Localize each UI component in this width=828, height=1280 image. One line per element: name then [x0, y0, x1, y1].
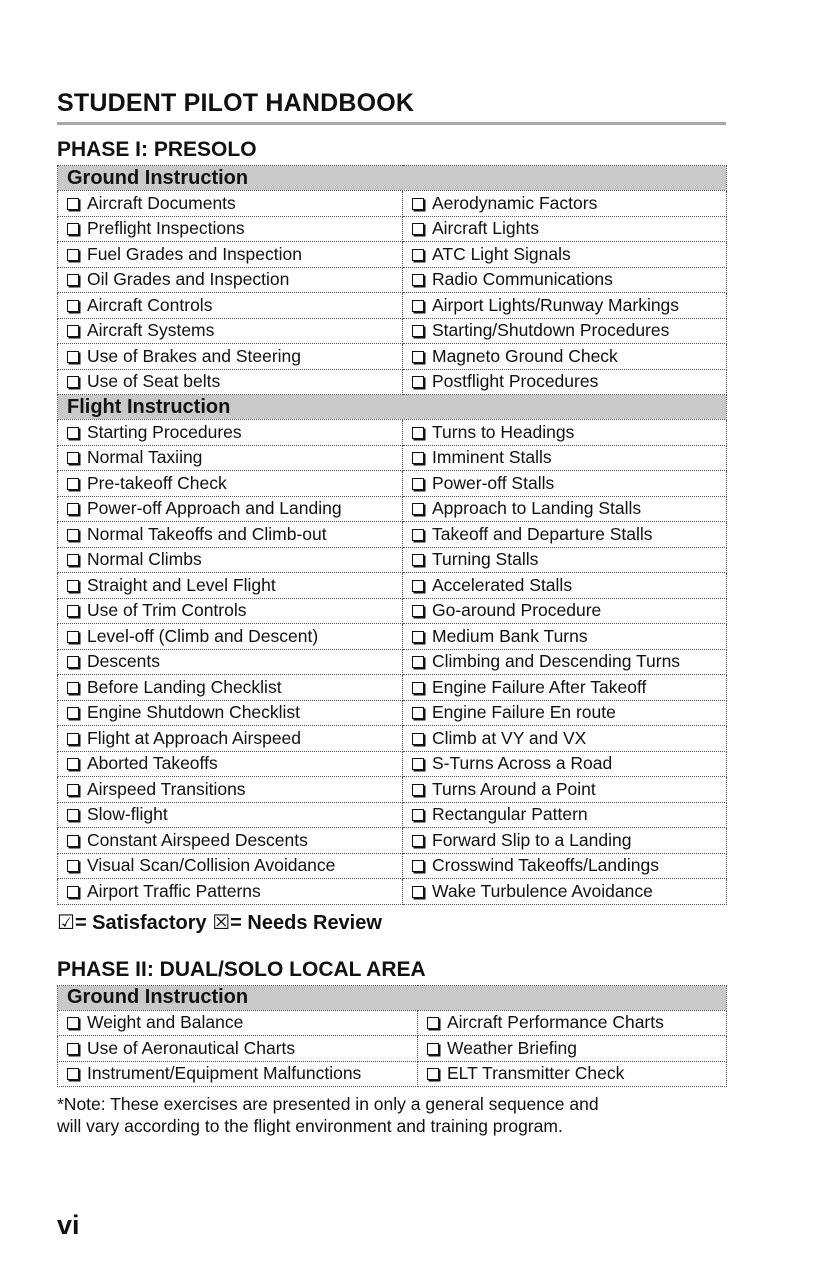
checkbox-icon[interactable]: [412, 580, 424, 592]
checkbox-icon[interactable]: [412, 784, 424, 796]
checklist-item-label: Engine Failure En route: [432, 702, 616, 723]
checkbox-icon[interactable]: [67, 529, 79, 541]
checklist-item-label: Before Landing Checklist: [87, 676, 282, 697]
checklist-item: [403, 598, 727, 624]
checklist-item: [403, 267, 727, 293]
checklist-row: [58, 751, 727, 777]
checkbox-icon[interactable]: [412, 860, 424, 872]
checklist-item-label: Radio Communications: [432, 269, 613, 290]
phase1-checklist-table: [57, 165, 727, 905]
checklist-item-label: Flight at Approach Airspeed: [87, 727, 302, 748]
checklist-item: [418, 1010, 727, 1036]
checkbox-icon[interactable]: [412, 249, 424, 261]
checklist-item-label: Power-off Stalls: [432, 472, 555, 493]
checkbox-icon[interactable]: [67, 300, 79, 312]
checklist-item: [403, 700, 727, 726]
checklist-item-label: ELT Transmitter Check: [447, 1063, 625, 1084]
checklist-item-label: Use of Trim Controls: [87, 600, 247, 621]
checklist-item: [58, 1036, 418, 1062]
phase2-title: PHASE II: DUAL/SOLO LOCAL AREA: [57, 957, 426, 981]
checklist-item: [58, 1010, 418, 1036]
checklist-item: [403, 624, 727, 650]
handbook-page: [57, 88, 726, 1137]
checkbox-icon[interactable]: [412, 554, 424, 566]
checklist-item-label: Constant Airspeed Descents: [87, 829, 308, 850]
checklist-item: [418, 1036, 727, 1062]
checklist-item-label: Airport Lights/Runway Markings: [432, 294, 680, 315]
checklist-row: [58, 445, 727, 471]
checklist-item: [58, 726, 403, 752]
checkbox-icon[interactable]: [412, 223, 424, 235]
checkbox-icon[interactable]: [67, 784, 79, 796]
handbook-title: STUDENT PILOT HANDBOOK: [57, 88, 726, 125]
checkbox-icon[interactable]: [67, 249, 79, 261]
checklist-row: [58, 853, 727, 879]
checklist-item: [58, 547, 403, 573]
checklist-item-label: S-Turns Across a Road: [432, 753, 613, 774]
checkbox-icon[interactable]: [67, 758, 79, 770]
checklist-item-label: Medium Bank Turns: [432, 625, 588, 646]
checklist-row: [58, 1036, 727, 1062]
checklist-item-label: Aerodynamic Factors: [432, 192, 598, 213]
checklist-item-label: Normal Climbs: [87, 549, 202, 570]
checklist-row: [58, 700, 727, 726]
checklist-item-label: Oil Grades and Inspection: [87, 269, 290, 290]
checklist-row: [58, 318, 727, 344]
checklist-item: [58, 471, 403, 497]
checkbox-icon[interactable]: [412, 529, 424, 541]
checkbox-icon[interactable]: [412, 300, 424, 312]
checklist-row: [58, 471, 727, 497]
checklist-item: [58, 777, 403, 803]
checklist-row: [58, 242, 727, 268]
checkbox-icon[interactable]: [67, 886, 79, 898]
checklist-row: [58, 802, 727, 828]
checklist-item: [403, 420, 727, 446]
checklist-item-label: Aircraft Lights: [432, 218, 539, 239]
legend: [57, 911, 726, 935]
checkbox-icon[interactable]: [67, 351, 79, 363]
checklist-item-label: Accelerated Stalls: [432, 574, 573, 595]
checklist-item-label: Normal Taxiing: [87, 447, 203, 468]
checklist-item: [403, 242, 727, 268]
checklist-item: [403, 293, 727, 319]
checklist-item: [58, 675, 403, 701]
checkbox-icon[interactable]: [412, 758, 424, 770]
checklist-row: [58, 267, 727, 293]
checklist-item: [58, 522, 403, 548]
checklist-item-label: Aircraft Controls: [87, 294, 213, 315]
checklist-row: [58, 649, 727, 675]
footnote-line-2: will vary according to the flight environment and training program.: [57, 1116, 563, 1136]
checklist-item-label: Climbing and Descending Turns: [432, 651, 681, 672]
checklist-item: [58, 420, 403, 446]
checklist-item-label: Straight and Level Flight: [87, 574, 276, 595]
checklist-item-label: Turns Around a Point: [432, 778, 596, 799]
checkbox-icon[interactable]: [67, 427, 79, 439]
section-header-row: [58, 985, 727, 1010]
checkbox-icon[interactable]: [67, 1068, 79, 1080]
checklist-item: [403, 522, 727, 548]
checklist-item-label: Airspeed Transitions: [87, 778, 246, 799]
phase1-title: PHASE I: PRESOLO: [57, 138, 257, 161]
checkbox-icon[interactable]: [67, 682, 79, 694]
checklist-item: [58, 369, 403, 395]
checkbox-icon[interactable]: [412, 656, 424, 668]
checklist-item: [58, 649, 403, 675]
checklist-item: [58, 751, 403, 777]
checkbox-icon[interactable]: [412, 198, 424, 210]
checkbox-icon[interactable]: [412, 631, 424, 643]
checklist-item: [58, 496, 403, 522]
checklist-item-label: Starting Procedures: [87, 421, 242, 442]
checklist-item: [403, 649, 727, 675]
checkbox-icon[interactable]: [67, 656, 79, 668]
checkbox-icon[interactable]: [412, 452, 424, 464]
checkbox-icon[interactable]: [412, 682, 424, 694]
checklist-row: [58, 598, 727, 624]
checklist-item: [58, 445, 403, 471]
checklist-item: [403, 879, 727, 905]
checklist-item-label: Level-off (Climb and Descent): [87, 625, 319, 646]
checklist-item-label: Aircraft Systems: [87, 320, 215, 341]
checklist-item-label: Aircraft Documents: [87, 192, 236, 213]
checklist-item-label: Use of Brakes and Steering: [87, 345, 302, 366]
checklist-item: [58, 318, 403, 344]
checklist-item-label: Weather Briefing: [447, 1037, 578, 1058]
footnote: [57, 1093, 726, 1137]
checklist-row: [58, 420, 727, 446]
checkbox-icon[interactable]: [67, 707, 79, 719]
checklist-item-label: Starting/Shutdown Procedures: [432, 320, 670, 341]
checkbox-icon[interactable]: [412, 274, 424, 286]
checklist-item: [403, 344, 727, 370]
checkbox-icon[interactable]: [67, 1043, 79, 1055]
checklist-row: [58, 293, 727, 319]
checklist-item: [58, 853, 403, 879]
checklist-row: [58, 726, 727, 752]
checkbox-icon[interactable]: [67, 503, 79, 515]
checkbox-icon[interactable]: [412, 733, 424, 745]
checklist-item: [403, 828, 727, 854]
footnote-line-1: *Note: These exercises are presented in only a general sequence and: [57, 1094, 599, 1114]
checkbox-icon[interactable]: [412, 325, 424, 337]
checklist-row: [58, 1061, 727, 1087]
checkbox-icon[interactable]: [67, 860, 79, 872]
checklist-row: [58, 369, 727, 395]
checklist-item-label: Airport Traffic Patterns: [87, 880, 261, 901]
checklist-item: [58, 191, 403, 217]
checkbox-icon[interactable]: [412, 351, 424, 363]
checklist-row: [58, 344, 727, 370]
checklist-item: [58, 598, 403, 624]
checklist-item: [58, 802, 403, 828]
checkbox-icon[interactable]: [67, 452, 79, 464]
checklist-item-label: Slow-flight: [87, 804, 168, 825]
checklist-item-label: Preflight Inspections: [87, 218, 245, 239]
checkbox-icon[interactable]: [412, 809, 424, 821]
checkbox-icon[interactable]: [67, 554, 79, 566]
checkbox-icon[interactable]: [412, 835, 424, 847]
checkbox-icon[interactable]: [67, 376, 79, 388]
checklist-item-label: Approach to Landing Stalls: [432, 498, 642, 519]
checklist-item: [403, 726, 727, 752]
checklist-item: [58, 1061, 418, 1087]
checklist-item-label: Go-around Procedure: [432, 600, 602, 621]
checklist-item-label: Forward Slip to a Landing: [432, 829, 632, 850]
checklist-item-label: Normal Takeoffs and Climb-out: [87, 523, 327, 544]
phase2-checklist-table: [57, 985, 727, 1088]
checkbox-icon[interactable]: [67, 733, 79, 745]
checklist-item: [403, 573, 727, 599]
checklist-item-label: Turns to Headings: [432, 421, 575, 442]
checklist-item: [403, 369, 727, 395]
checklist-item-label: Descents: [87, 651, 160, 672]
checklist-item-label: Engine Failure After Takeoff: [432, 676, 647, 697]
checklist-row: [58, 675, 727, 701]
checkbox-icon[interactable]: [412, 376, 424, 388]
checklist-item-label: Takeoff and Departure Stalls: [432, 523, 653, 544]
checklist-row: [58, 828, 727, 854]
checkbox-icon[interactable]: [67, 478, 79, 490]
checkbox-icon[interactable]: [67, 605, 79, 617]
checklist-item-label: Use of Aeronautical Charts: [87, 1037, 296, 1058]
legend-satisfactory: = Satisfactory: [74, 911, 207, 934]
checklist-item-label: Magneto Ground Check: [432, 345, 618, 366]
checklist-item-label: Use of Seat belts: [87, 371, 221, 392]
checklist-item: [58, 216, 403, 242]
checklist-item: [403, 496, 727, 522]
section-heading: Flight Instruction: [58, 395, 727, 420]
checklist-item-label: Engine Shutdown Checklist: [87, 702, 301, 723]
checkbox-icon[interactable]: [412, 478, 424, 490]
checklist-item-label: Weight and Balance: [87, 1012, 244, 1033]
checklist-item-label: Turning Stalls: [432, 549, 539, 570]
checkbox-icon[interactable]: [67, 631, 79, 643]
checklist-row: [58, 496, 727, 522]
checkbox-icon[interactable]: [67, 1017, 79, 1029]
checkbox-icon[interactable]: [427, 1068, 439, 1080]
checklist-item-label: Crosswind Takeoffs/Landings: [432, 855, 659, 876]
checklist-row: [58, 1010, 727, 1036]
checklist-item: [403, 751, 727, 777]
checklist-row: [58, 547, 727, 573]
checklist-item-label: Visual Scan/Collision Avoidance: [87, 855, 336, 876]
checkbox-icon[interactable]: [67, 580, 79, 592]
checklist-item-label: Power-off Approach and Landing: [87, 498, 342, 519]
checklist-item: [58, 624, 403, 650]
checklist-item-label: ATC Light Signals: [432, 243, 571, 264]
checkbox-icon[interactable]: [412, 427, 424, 439]
checkbox-icon[interactable]: [67, 223, 79, 235]
checklist-item: [403, 547, 727, 573]
checkbox-icon[interactable]: [427, 1017, 439, 1029]
checklist-item-label: Pre-takeoff Check: [87, 472, 227, 493]
legend-needs-review: = Needs Review: [230, 911, 382, 934]
checklist-item: [403, 777, 727, 803]
checklist-item-label: Rectangular Pattern: [432, 804, 588, 825]
checklist-item-label: Imminent Stalls: [432, 447, 552, 468]
section-heading: Ground Instruction: [58, 166, 727, 191]
checkbox-icon[interactable]: [427, 1043, 439, 1055]
checklist-item: [403, 216, 727, 242]
checkbox-icon[interactable]: [412, 503, 424, 515]
checkbox-icon[interactable]: [67, 835, 79, 847]
checklist-row: [58, 879, 727, 905]
checkbox-icon[interactable]: [67, 198, 79, 210]
checklist-item: [403, 445, 727, 471]
checklist-row: [58, 777, 727, 803]
checkbox-icon[interactable]: [67, 809, 79, 821]
checklist-item: [58, 293, 403, 319]
checked-box-icon: ☑: [57, 911, 75, 934]
checklist-row: [58, 624, 727, 650]
checklist-item: [58, 267, 403, 293]
checkbox-icon[interactable]: [412, 605, 424, 617]
section-header-row: [58, 395, 727, 420]
checklist-item: [58, 242, 403, 268]
checklist-item: [403, 675, 727, 701]
checklist-item: [58, 344, 403, 370]
checklist-item: [418, 1061, 727, 1087]
checklist-item: [58, 700, 403, 726]
checkbox-icon[interactable]: [412, 707, 424, 719]
checklist-item-label: Aircraft Performance Charts: [447, 1012, 664, 1033]
checklist-item-label: Postflight Procedures: [432, 371, 599, 392]
checkbox-icon[interactable]: [67, 274, 79, 286]
checkbox-icon[interactable]: [67, 325, 79, 337]
checklist-item: [403, 471, 727, 497]
checklist-item: [58, 879, 403, 905]
checklist-item-label: Aborted Takeoffs: [87, 753, 218, 774]
checklist-item-label: Wake Turbulence Avoidance: [432, 880, 653, 901]
checklist-item: [403, 191, 727, 217]
checklist-row: [58, 216, 727, 242]
checklist-item-label: Fuel Grades and Inspection: [87, 243, 302, 264]
checklist-item-label: Instrument/Equipment Malfunctions: [87, 1063, 362, 1084]
checklist-item: [403, 318, 727, 344]
checklist-row: [58, 573, 727, 599]
checklist-row: [58, 191, 727, 217]
checklist-row: [58, 522, 727, 548]
checklist-item-label: Climb at VY and VX: [432, 727, 587, 748]
crossed-box-icon: ☒: [212, 911, 231, 934]
checklist-item: [58, 573, 403, 599]
checkbox-icon[interactable]: [412, 886, 424, 898]
page-number: vi: [57, 1210, 80, 1240]
section-header-row: [58, 166, 727, 191]
checklist-item: [403, 802, 727, 828]
checklist-item: [58, 828, 403, 854]
section-heading: Ground Instruction: [58, 985, 727, 1010]
checklist-item: [403, 853, 727, 879]
